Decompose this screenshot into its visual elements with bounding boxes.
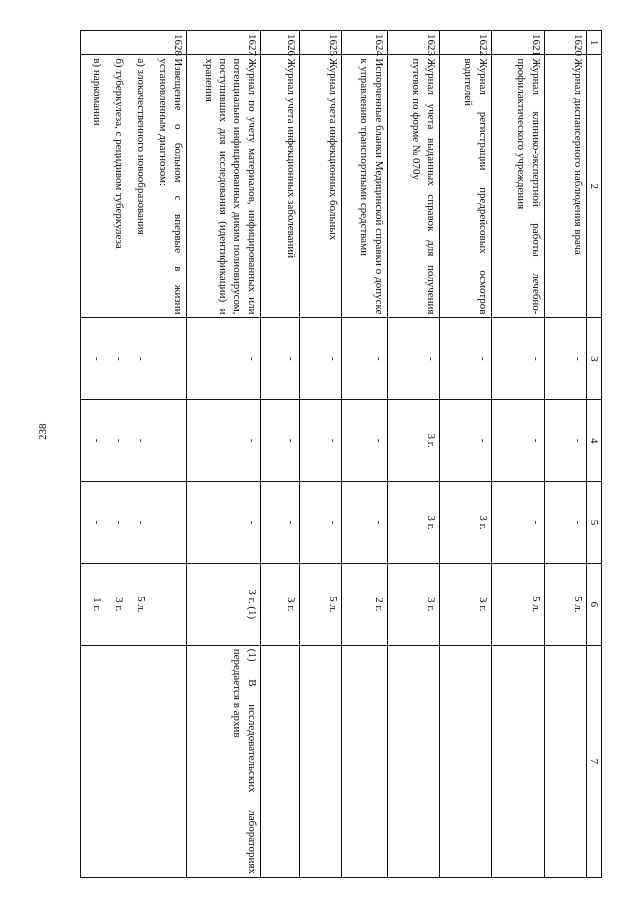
document-title: Журнал учета инфекционных заболеваний	[260, 55, 299, 318]
cell-col4: -	[544, 400, 586, 482]
cell-col4: -	[299, 400, 341, 482]
column-header: 3	[586, 318, 601, 400]
cell-col5: -	[491, 482, 544, 564]
cell-col5: -	[544, 482, 586, 564]
table-row	[341, 31, 387, 878]
note	[341, 645, 387, 877]
table-row	[439, 31, 491, 878]
note	[299, 645, 341, 877]
cell-col4	[80, 400, 186, 482]
cell-col5: 3 г.	[439, 482, 491, 564]
document-title-main: Извещение о больном с впервые в жизни установленным диагнозом:	[157, 58, 184, 315]
table-row	[491, 31, 544, 878]
cell-col3	[80, 318, 186, 400]
row-number: 1621	[491, 31, 544, 55]
cell-col5: 3 г.	[387, 482, 439, 564]
cell-col3: -	[491, 318, 544, 400]
subitem-col5: -	[134, 520, 147, 525]
cell-col5: -	[341, 482, 387, 564]
subitem-retention: 1 г.	[90, 597, 103, 612]
column-header: 5	[586, 482, 601, 564]
cell-col3: -	[544, 318, 586, 400]
row-number: 1627	[186, 31, 260, 55]
cell-col4: -	[491, 400, 544, 482]
subitem-col3: -	[134, 357, 147, 361]
subitem-label: б) туберкулеза, с рецидивом туберкулеза	[113, 58, 126, 249]
note	[260, 645, 299, 877]
rotated-table-container	[72, 30, 602, 878]
row-number: 1620	[544, 31, 586, 55]
subitem-col5: -	[90, 520, 103, 525]
note	[439, 645, 491, 877]
cell-col4: 3 г.	[387, 400, 439, 482]
document-title	[80, 55, 186, 318]
document-title: Журнал учета выданных справок для получения путевок по форме № 070у	[387, 55, 439, 318]
retention-period: 5 л.	[491, 563, 544, 645]
cell-col4: -	[186, 400, 260, 482]
retention-period: 3 г.	[260, 563, 299, 645]
note	[544, 645, 586, 877]
header-row	[586, 31, 601, 878]
subitem-col4: -	[112, 438, 125, 443]
cell-col4: -	[439, 400, 491, 482]
cell-col3: -	[299, 318, 341, 400]
column-header: 2	[586, 55, 601, 318]
column-header: 7	[586, 645, 601, 877]
cell-col3: -	[341, 318, 387, 400]
subitem-col3: -	[112, 357, 125, 361]
cell-col5	[80, 482, 186, 564]
table-row	[186, 31, 260, 878]
retention-period: 3 г.	[439, 563, 491, 645]
cell-col5: -	[299, 482, 341, 564]
cell-col3: -	[260, 318, 299, 400]
document-title: Журнал регистрации предрейсовых осмотров водителей	[439, 55, 491, 318]
table-row	[260, 31, 299, 878]
column-header: 1	[586, 31, 601, 55]
note: (1) В исследовательских лабораториях передается в архив	[186, 645, 260, 877]
subitem-col4: -	[134, 438, 147, 443]
table-row	[387, 31, 439, 878]
cell-col4: -	[260, 400, 299, 482]
row-number: 1626	[260, 31, 299, 55]
note	[387, 645, 439, 877]
note	[80, 645, 186, 877]
subitem-label: в) наркомании	[91, 58, 104, 126]
cell-col5: -	[260, 482, 299, 564]
nomenclature-table	[80, 30, 602, 878]
note	[491, 645, 544, 877]
cell-col3: -	[439, 318, 491, 400]
cell-col4: -	[341, 400, 387, 482]
document-title: Журнал клинико-экспертной работы лечебно-профилактического учреждения	[491, 55, 544, 318]
document-title: Журнал по учету материалов, инфицированных или потенциально инфицированных диким полиовирусом, поступивших для исследования (идентификации) и хранения	[186, 55, 260, 318]
document-title: Журнал диспансерного наблюдения врача	[544, 55, 586, 318]
subitem-col3: -	[90, 357, 103, 361]
row-number: 1624	[341, 31, 387, 55]
document-title: Испорченные бланки Медицинской справки о допуске к управлению транспортными средствами	[341, 55, 387, 318]
subitem-col4: -	[90, 438, 103, 443]
table-row	[80, 31, 186, 878]
row-number: 1625	[299, 31, 341, 55]
cell-col5: -	[186, 482, 260, 564]
page-number: 238	[37, 423, 49, 440]
column-header: 4	[586, 400, 601, 482]
retention-period: 3 г.	[387, 563, 439, 645]
cell-col3: -	[387, 318, 439, 400]
subitem-col5: -	[112, 520, 125, 525]
column-header: 6	[586, 563, 601, 645]
table-row	[299, 31, 341, 878]
retention-period: 5 л.	[299, 563, 341, 645]
row-number: 1622	[439, 31, 491, 55]
cell-col3: -	[186, 318, 260, 400]
subitem-retention: 3 г.	[112, 597, 125, 612]
row-number: 1628	[80, 31, 186, 55]
document-title: Журнал учета инфекционных больных	[299, 55, 341, 318]
retention-period	[80, 563, 186, 645]
subitem-retention: 5 л.	[134, 596, 147, 613]
retention-period: 5 л.	[544, 563, 586, 645]
retention-period: 3 г. (1)	[186, 563, 260, 645]
table-row	[544, 31, 586, 878]
row-number: 1623	[387, 31, 439, 55]
retention-period: 2 г.	[341, 563, 387, 645]
subitem-label: а) злокачественного новообразования	[135, 58, 148, 235]
